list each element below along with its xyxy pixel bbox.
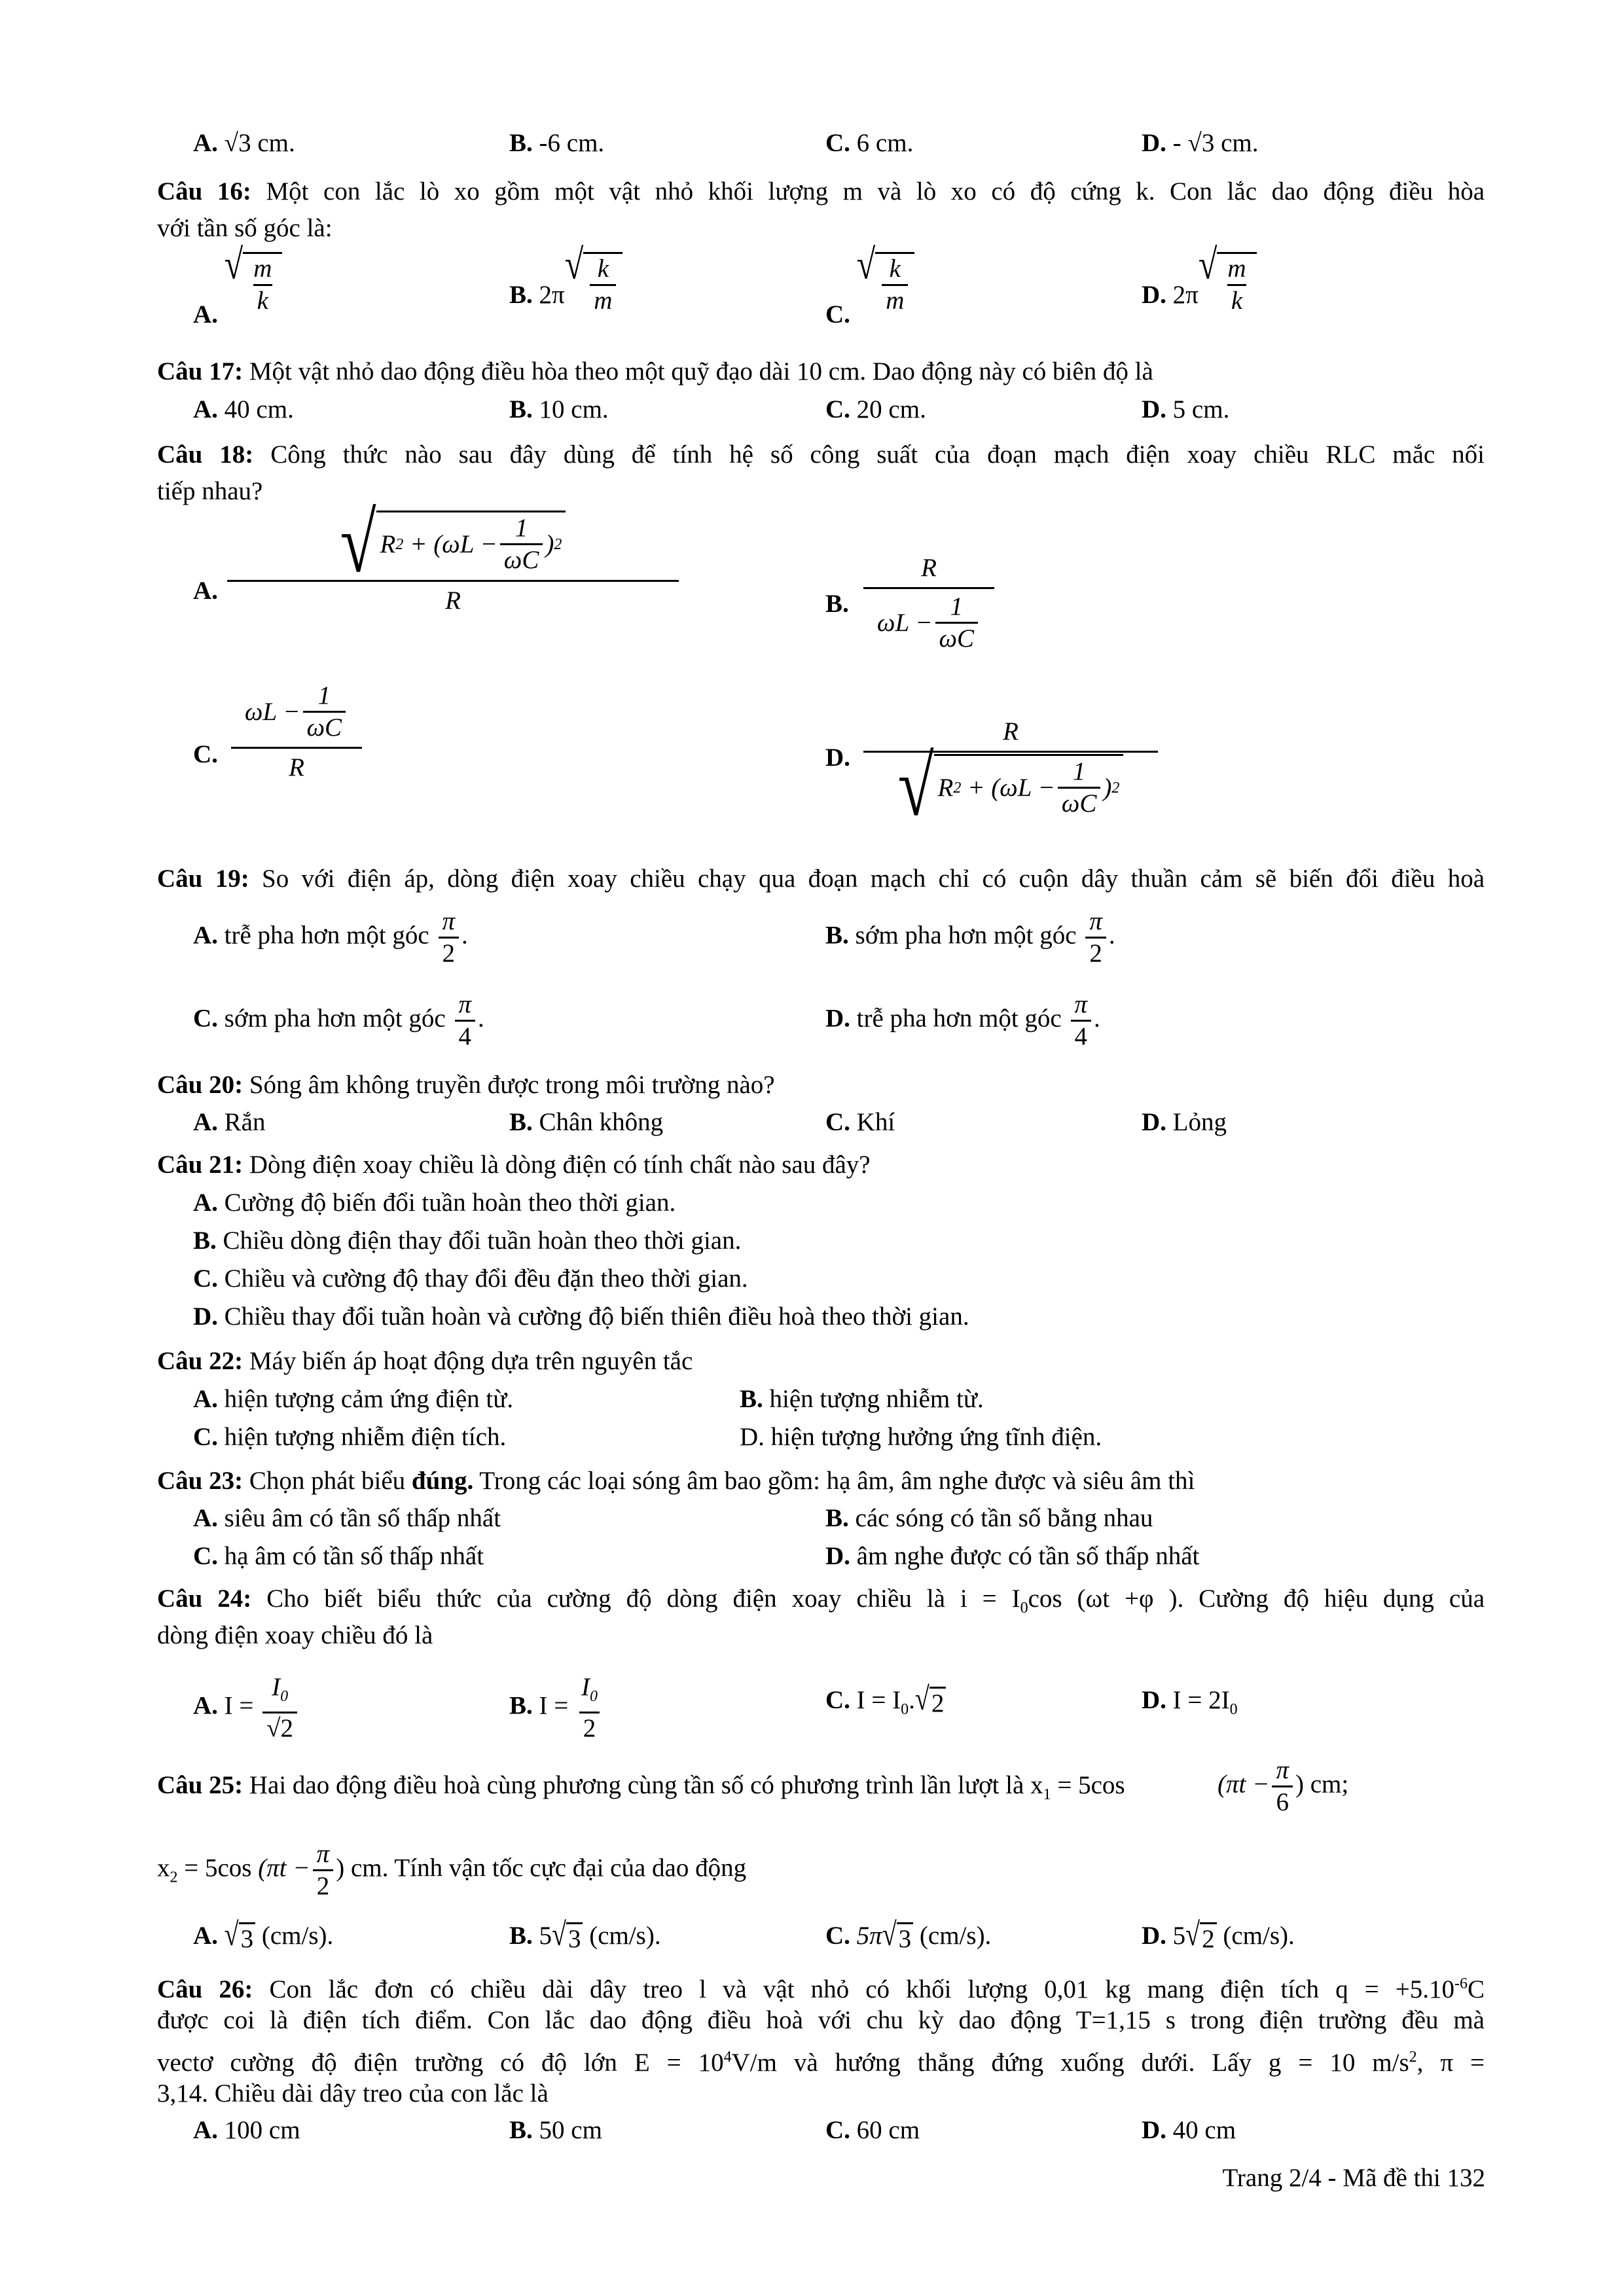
q18-d-formula: R √ R 2 + (ωL − $\frac{1}{\omega C}$ ) 2 (863, 717, 1158, 819)
q17-option-d: D. 5 cm. (1142, 395, 1230, 423)
q26-stem-4: 3,14. Chiều dài dây treo của con lắc là (157, 2079, 549, 2108)
q17-option-c: C. 20 cm. (825, 395, 926, 423)
q20-option-c: C. Khí (825, 1108, 895, 1136)
q18-stem: Câu 18: Công thức nào sau đây dùng để tính hệ số công suất của đoạn mạch điện xoay chiều RLC mắc nối (157, 440, 1485, 469)
q15-option-a: A. √3 cm. (193, 129, 295, 157)
q22-option-c: C. hiện tượng nhiễm điện tích. (193, 1423, 507, 1451)
q21-option-d: D. Chiều thay đổi tuần hoàn và cường độ biến thiên điều hoà theo thời gian. (193, 1302, 969, 1331)
q16-option-a: A. √ $\frac{m}{k}$ (193, 252, 282, 316)
q24-option-a: A. I = $\frac{I_0}{√2}$ (193, 1672, 300, 1744)
q16-stem-2: với tần số góc là: (157, 214, 333, 242)
q25-option-a: A. √ 3 (cm/s). (193, 1915, 334, 1953)
q24-option-b: B. I = $\frac{I_0}{2}$ (509, 1672, 604, 1744)
q21-option-c: C. Chiều và cường độ thay đổi đều đặn theo thời gian. (193, 1265, 748, 1293)
q20-option-a: A. Rắn (193, 1108, 266, 1136)
q15-option-c: C. 6 cm. (825, 129, 914, 157)
exam-page: A. √3 cm. B. -6 cm. C. 6 cm. D. - √3 cm. Câu 16: Một con lắc lò xo gồm một vật nhỏ khối lượng m và lò xo có độ cứng k. Con lắc dao động điều hòa với tần số góc là: A. √ $\frac{m}{k}$ B. 2π √ $\frac{k}{m}$ C. √ $\frac{k}{m}$ D. 2π √ $\frac{m}{k}$ Câu 17: Một vật nhỏ dao động điều hòa theo một quỹ đạo dài 10 cm. Dao động này có biên độ là A. 40 cm. B. 10 cm. C. 20 cm. D. 5 cm. Câu 18: Công thức nào sau đây dùng để tính hệ số công suất của đoạn mạch điện xoay chiều RLC mắc nối tiếp nhau? A. √ R 2 + (ωL − $\frac{1}{\omega C}$ ) 2 R B. R ωL − $\frac{1}{\omega C}$ C. ωL − $\frac{1}{\omega C}$ R D. R √ R 2 + (ωL − $\frac{1}{\omega C}$ ) 2 Câu 19: So với điện áp, dòng điện xoay chiều chạy qua đoạn mạch chỉ có cuộn dây thuần cảm sẽ biến đổi điều hoà A. trễ pha hơn một góc $\frac{\pi}{2}$ . B. sớm pha hơn một góc $\frac{\pi}{2}$ . C. sớm pha hơn một góc $\frac{\pi}{4}$ . D. trễ pha hơn một góc $\frac{\pi}{4}$ . Câu 20: Sóng âm không truyền được trong môi trường nào? A. Rắn B. Chân không C. Khí D. Lỏng Câu 21: Dòng điện xoay chiều là dòng điện có tính chất nào sau đây? A. Cường độ biến đổi tuần hoàn theo thời gian. B. Chiều dòng điện thay đổi tuần hoàn theo thời gian. C. Chiều và cường độ thay đổi đều đặn theo thời gian. D. Chiều thay đổi tuần hoàn và cường độ biến thiên điều hoà theo thời gian. Câu 22: Máy biến áp hoạt động dựa trên nguyên tắc A. hiện tượng cảm ứng điện từ. B. hiện tượng nhiễm từ. C. hiện tượng nhiễm điện tích. D. hiện tượng hưởng ứng tĩnh điện. Câu 23: Chọn phát biểu đúng. Trong các loại sóng âm bao gồm: hạ âm, âm nghe được và siêu âm thì A. siêu âm có tần số thấp nhất B. các sóng có tần số bằng nhau C. hạ âm có tần số thấp nhất D. âm nghe được có tần số thấp nhất Câu 24: Cho biết biểu thức của cường độ dòng điện xoay chiều là $i = I_0\cos$ (ωt +φ ). Cường độ hiệu dụng của dòng điện xoay chiều đó là A. I = $\frac{I_0}{√2}$ B. I = $\frac{I_0}{2}$ C. $I = I_0$. √ 2 D. $I = 2I_0$ Câu 25: Hai dao động điều hoà cùng phương cùng tần số có phương trình lần lượt là $x_1 = 5\cos$ (πt − $\frac{\pi}{6}$ ) cm; $x_2 = 5\cos$ (πt − $\frac{\pi}{2}$ ) cm. Tính vận tốc cực đại của dao động A. √ 3 (cm/s). B. 5 √ 3 (cm/s). C. 5π √ 3 (cm/s). D. 5 √ 2 (cm/s). Câu 26: Con lắc đơn có chiều dài dây treo l và vật nhỏ có khối lượng 0,01 kg mang điện tích $q = +5.10^{-6}C$ được coi là điện tích điểm. Con lắc dao động điều hoà với chu kỳ dao động T=1,15 s trong điện trường đều mà vectơ cường độ điện trường có độ lớn $E = 10^4V/m$ và hướng thẳng đứng xuống dưới. Lấy g = 10 $m/s^2$, π = 3,14. Chiều dài dây treo của con lắc là A. 100 cm B. 50 cm C. 60 cm D. 40 cm Trang 2/4 - Mã đề thi 132 (157, 129, 1485, 2192)
q20-stem: Câu 20: Sóng âm không truyền được trong môi trường nào? (157, 1071, 775, 1099)
q19-option-a: A. trễ pha hơn một góc $\frac{\pi}{2}$ . (193, 907, 468, 967)
q18-stem-2: tiếp nhau? (157, 477, 263, 505)
q23-stem: Câu 23: Chọn phát biểu đúng. Trong các loại sóng âm bao gồm: hạ âm, âm nghe được và siêu âm thì (157, 1467, 1195, 1495)
q26-stem-3: vectơ cường độ điện trường có độ lớn $E = 10^4V/m$ và hướng thẳng đứng xuống dưới. Lấy g = 10 $m/s^2$, π = (157, 2049, 1485, 2077)
q26-option-d: D. 40 cm (1142, 2116, 1236, 2144)
q23-option-a: A. siêu âm có tần số thấp nhất (193, 1504, 501, 1532)
q22-option-a: A. hiện tượng cảm ứng điện từ. (193, 1385, 514, 1413)
q16-stem: Câu 16: Một con lắc lò xo gồm một vật nhỏ khối lượng m và lò xo có độ cứng k. Con lắc dao động điều hòa (157, 177, 1485, 206)
q21-option-a: A. Cường độ biến đổi tuần hoàn theo thời gian. (193, 1189, 676, 1217)
q15-option-d: D. - √3 cm. (1142, 129, 1259, 157)
q25-option-d: D. 5 √ 2 (cm/s). (1142, 1915, 1295, 1953)
q24-option-c: C. $I = I_0$. √ 2 (825, 1685, 946, 1725)
q23-option-c: C. hạ âm có tần số thấp nhất (193, 1542, 484, 1570)
q16-option-c: C. √ $\frac{k}{m}$ (825, 252, 914, 316)
q21-option-b: B. Chiều dòng điện thay đổi tuần hoàn theo thời gian. (193, 1227, 742, 1255)
q17-option-b: B. 10 cm. (509, 395, 609, 423)
q18-c-formula: ωL − $\frac{1}{\omega C}$ R (231, 681, 362, 783)
q17-option-a: A. 40 cm. (193, 395, 294, 423)
q17-stem: Câu 17: Một vật nhỏ dao động điều hòa theo một quỹ đạo dài 10 cm. Dao động này có biên độ là (157, 357, 1153, 386)
q25-option-c: C. 5π √ 3 (cm/s). (825, 1915, 992, 1953)
q26-option-c: C. 60 cm (825, 2116, 920, 2144)
q26-stem-1: Câu 26: Con lắc đơn có chiều dài dây treo l và vật nhỏ có khối lượng 0,01 kg mang điện tích $q = +5.10^{-6}C$ (157, 1975, 1485, 2003)
q19-option-d: D. trễ pha hơn một góc $\frac{\pi}{4}$ . (825, 990, 1100, 1050)
q25-eq1-frac: (πt − $\frac{\pi}{6}$ ) cm; (1218, 1756, 1349, 1816)
q25-stem-2: $x_2 = 5\cos$ (πt − $\frac{\pi}{2}$ ) cm. Tính vận tốc cực đại của dao động (157, 1840, 747, 1900)
q25-stem: Câu 25: Hai dao động điều hoà cùng phương cùng tần số có phương trình lần lượt là $x_1 = 5\cos$ (157, 1771, 1125, 1803)
q26-option-b: B. 50 cm (509, 2116, 602, 2144)
q18-b-formula: R ωL − $\frac{1}{\omega C}$ (863, 553, 994, 654)
q19-stem: Câu 19: So với điện áp, dòng điện xoay chiều chạy qua đoạn mạch chỉ có cuộn dây thuần cảm sẽ biến đổi điều hoà (157, 865, 1485, 893)
q23-option-b: B. các sóng có tần số bằng nhau (825, 1504, 1153, 1532)
q23-option-d: D. âm nghe được có tần số thấp nhất (825, 1542, 1200, 1570)
q22-stem: Câu 22: Máy biến áp hoạt động dựa trên nguyên tắc (157, 1347, 693, 1375)
q24-stem-2: dòng điện xoay chiều đó là (157, 1621, 433, 1649)
q21-stem: Câu 21: Dòng điện xoay chiều là dòng điện có tính chất nào sau đây? (157, 1151, 871, 1179)
q16-option-b: B. 2π √ $\frac{k}{m}$ (509, 252, 623, 316)
q20-option-b: B. Chân không (509, 1108, 664, 1136)
q20-option-d: D. Lỏng (1142, 1108, 1227, 1136)
q26-option-a: A. 100 cm (193, 2116, 300, 2144)
page-footer: Trang 2/4 - Mã đề thi 132 (1222, 2164, 1485, 2192)
q25-option-b: B. 5 √ 3 (cm/s). (509, 1915, 661, 1953)
q24-stem: Câu 24: Cho biết biểu thức của cường độ dòng điện xoay chiều là $i = I_0\cos$ (ωt +φ ). Cường độ hiệu dụng của (157, 1585, 1485, 1617)
q26-stem-2: được coi là điện tích điểm. Con lắc dao động điều hoà với chu kỳ dao động T=1,15 s trong điện trường đều mà (157, 2006, 1485, 2034)
q19-option-c: C. sớm pha hơn một góc $\frac{\pi}{4}$ . (193, 990, 484, 1050)
q15-option-b: B. -6 cm. (509, 129, 605, 157)
q22-option-d: D. hiện tượng hưởng ứng tĩnh điện. (740, 1423, 1102, 1451)
q19-option-b: B. sớm pha hơn một góc $\frac{\pi}{2}$ . (825, 907, 1115, 967)
q22-option-b: B. hiện tượng nhiễm từ. (740, 1385, 984, 1413)
q18-a-formula: √ R 2 + (ωL − $\frac{1}{\omega C}$ ) 2 R (227, 511, 679, 616)
q16-option-d: D. 2π √ $\frac{m}{k}$ (1142, 252, 1257, 316)
q24-option-d: D. $I = 2I_0$ (1142, 1686, 1238, 1718)
